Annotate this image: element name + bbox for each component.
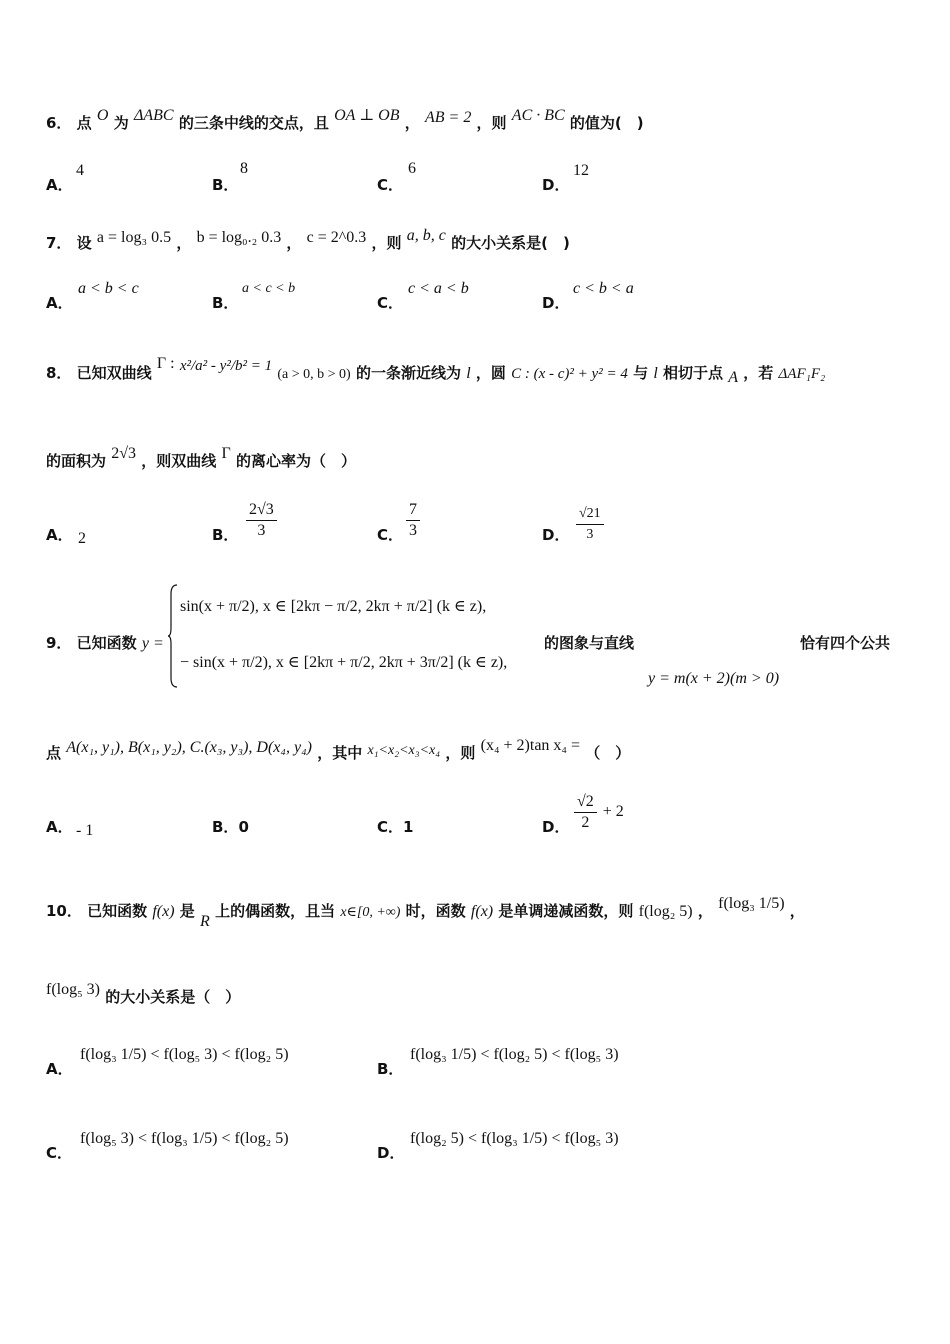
option-value: 6	[408, 160, 416, 177]
option-label[interactable]: A．	[46, 176, 73, 194]
option-label[interactable]	[377, 816, 413, 837]
option-label[interactable]	[212, 816, 249, 837]
q-math: x∈[0, +∞)	[340, 905, 401, 920]
q-text: ，其中	[317, 744, 363, 762]
q-text: 的大小关系是( )	[451, 234, 570, 252]
option-value: 8	[240, 160, 248, 177]
q-text: ，	[404, 114, 420, 132]
q-text: 时，函数	[405, 902, 466, 920]
q-text: 的离心率为（ ）	[236, 452, 357, 470]
question-10	[46, 895, 805, 930]
q-text: 与	[633, 364, 649, 382]
option-label[interactable]: B．	[212, 176, 239, 194]
label-text: B．	[212, 818, 239, 836]
option-label[interactable]: A．	[46, 526, 73, 544]
question-number: 9．	[46, 634, 72, 652]
option-label[interactable]: C．	[377, 526, 404, 544]
q-math: AB = 2	[424, 109, 472, 126]
option-label[interactable]: B．	[212, 526, 239, 544]
option-value: 4	[76, 162, 84, 179]
option-value: 0	[238, 818, 249, 836]
q-math: f(log₃ 1/5)	[718, 895, 785, 912]
option-value: 12	[573, 162, 589, 179]
option-label[interactable]: A．	[46, 1060, 73, 1078]
q-math: a, b, c	[406, 227, 446, 244]
fraction: $\frac{7}{3}$	[406, 500, 420, 541]
q-math: f(x)	[152, 903, 175, 920]
option-label[interactable]: D．	[542, 526, 570, 544]
q-text: ，	[697, 902, 713, 920]
question-number: 10．	[46, 902, 82, 920]
option-value: f(log₂ 5) < f(log₃ 1/5) < f(log₅ 3)	[410, 1130, 619, 1147]
q-math: (a > 0, b > 0)	[277, 367, 351, 382]
option-label[interactable]: C．	[377, 176, 404, 194]
q-text: ，	[789, 902, 805, 920]
option-value: a < c < b	[242, 281, 296, 296]
q-math: f(log₂ 5)	[638, 903, 693, 920]
option-value: f(log₅ 3) < f(log₃ 1/5) < f(log₂ 5)	[80, 1130, 289, 1147]
q-text: ，则	[371, 234, 402, 252]
q-math: l	[466, 365, 471, 382]
option-value: - 1	[76, 822, 94, 839]
option-value: a < b < c	[78, 280, 139, 297]
option-value: c < a < b	[408, 280, 469, 297]
q-text: ，	[176, 234, 192, 252]
question-6	[46, 107, 644, 133]
q-text: ，则	[445, 744, 476, 762]
question-9-text: 恰有四个公共	[800, 634, 891, 652]
option-value: c < b < a	[573, 280, 634, 297]
q-text: 点	[76, 114, 92, 132]
q-text: 点	[46, 744, 62, 762]
fraction: $\frac{√21}{3}$	[576, 504, 604, 545]
question-9-text: 的图象与直线	[544, 634, 635, 652]
q-math: A(x₁, y₁), B(x₁, y₂), C.(x₃, y₃), D(x₄, y₄)	[66, 739, 312, 756]
option-value	[574, 504, 606, 545]
q-math: x²/a² - y²/b² = 1	[179, 358, 273, 374]
q-math: x₁<x₂<x₃<x₄	[367, 743, 441, 758]
option-label[interactable]: C．	[377, 294, 404, 312]
label-text: C．	[377, 818, 404, 836]
option-value: f(log₃ 1/5) < f(log₂ 5) < f(log₅ 3)	[410, 1046, 619, 1063]
q-text: 上的偶函数，且当	[215, 902, 336, 920]
option-label[interactable]: D．	[542, 818, 570, 836]
q-math: c = 2^0.3	[306, 229, 367, 246]
question-number: 8．	[46, 364, 72, 382]
brace-icon	[168, 584, 178, 688]
q-text: （ ）	[585, 744, 631, 762]
option-label[interactable]: B．	[212, 294, 239, 312]
option-label[interactable]: D．	[542, 176, 570, 194]
option-label[interactable]: A．	[46, 818, 73, 836]
question-number: 6．	[46, 114, 72, 132]
option-label[interactable]: D．	[377, 1144, 405, 1162]
q-math: l	[653, 365, 658, 382]
q-text: 设	[76, 234, 92, 252]
q-math: O	[96, 107, 109, 124]
q-text: 是单调递减函数，则	[498, 902, 634, 920]
fraction: $\frac{√2}{2}$	[574, 792, 597, 833]
q-text: 的面积为	[46, 452, 107, 470]
q-text: 的三条中线的交点，且	[178, 114, 329, 132]
q-text: 已知双曲线	[76, 364, 152, 382]
q-math: R	[200, 913, 210, 930]
q-math: a = log₃ 0.5	[96, 229, 172, 246]
q-text: 为	[113, 114, 129, 132]
q-math: f(x)	[470, 903, 494, 920]
option-label[interactable]: A．	[46, 294, 73, 312]
q-math: f(log₅ 3)	[46, 981, 101, 998]
option-value: 2	[78, 530, 86, 547]
q-text: ，	[286, 234, 302, 252]
piecewise-case-1: sin(x + π/2), x ∈ [2kπ − π/2, 2kπ + π/2] (k ∈ z),	[180, 598, 487, 615]
q-math: A	[728, 369, 739, 386]
q-math: OA ⊥ OB	[334, 107, 400, 124]
q-text: 相切于点	[663, 364, 724, 382]
question-7	[46, 227, 570, 253]
q-math: Γ	[221, 445, 231, 462]
q-math: ΔAF₁F₂	[778, 366, 826, 382]
question-8	[46, 355, 826, 386]
fraction: $\frac{2√3}{3}$	[246, 500, 277, 541]
option-value	[404, 500, 422, 541]
q-text: ，圆	[475, 364, 506, 382]
q-math: b = log₀.₂ 0.3	[196, 229, 282, 246]
q-text: 已知函数	[87, 902, 148, 920]
option-label[interactable]: B．	[377, 1060, 404, 1078]
q-text: ，则	[476, 114, 507, 132]
q-math: AC · BC	[511, 107, 565, 124]
line-equation: y = m(x + 2)(m > 0)	[648, 670, 780, 687]
q-text: 已知函数	[76, 634, 137, 652]
question-9-line2	[46, 737, 631, 763]
q-text: 的值为( )	[569, 114, 644, 132]
option-label[interactable]: D．	[542, 294, 570, 312]
option-value: $\frac{√2}{2}$ + 2	[572, 792, 624, 833]
q-text: ，则双曲线	[141, 452, 217, 470]
q-math: y =	[141, 635, 164, 652]
q-text: ，若	[743, 364, 774, 382]
piecewise-case-2: − sin(x + π/2), x ∈ [2kπ + π/2, 2kπ + 3π/2] (k ∈ z),	[180, 654, 508, 671]
q-math: C : (x - c)² + y² = 4	[511, 366, 628, 382]
option-value: 1	[403, 818, 414, 836]
option-value: f(log₃ 1/5) < f(log₅ 3) < f(log₂ 5)	[80, 1046, 289, 1063]
question-8-line2	[46, 445, 357, 471]
q-math: ΔABC	[133, 107, 174, 124]
q-math: 2√3	[111, 445, 137, 462]
question-9	[46, 632, 164, 653]
option-value	[244, 500, 279, 541]
q-math: (x₄ + 2)tan x₄ =	[480, 737, 581, 754]
option-label[interactable]: C．	[46, 1144, 73, 1162]
question-number: 7．	[46, 234, 72, 252]
q-math: Γ :	[156, 355, 175, 372]
q-text: 的一条渐近线为	[355, 364, 461, 382]
question-10-line2	[46, 981, 241, 1007]
q-text: 的大小关系是（ ）	[105, 988, 241, 1006]
q-text: 是	[179, 902, 195, 920]
